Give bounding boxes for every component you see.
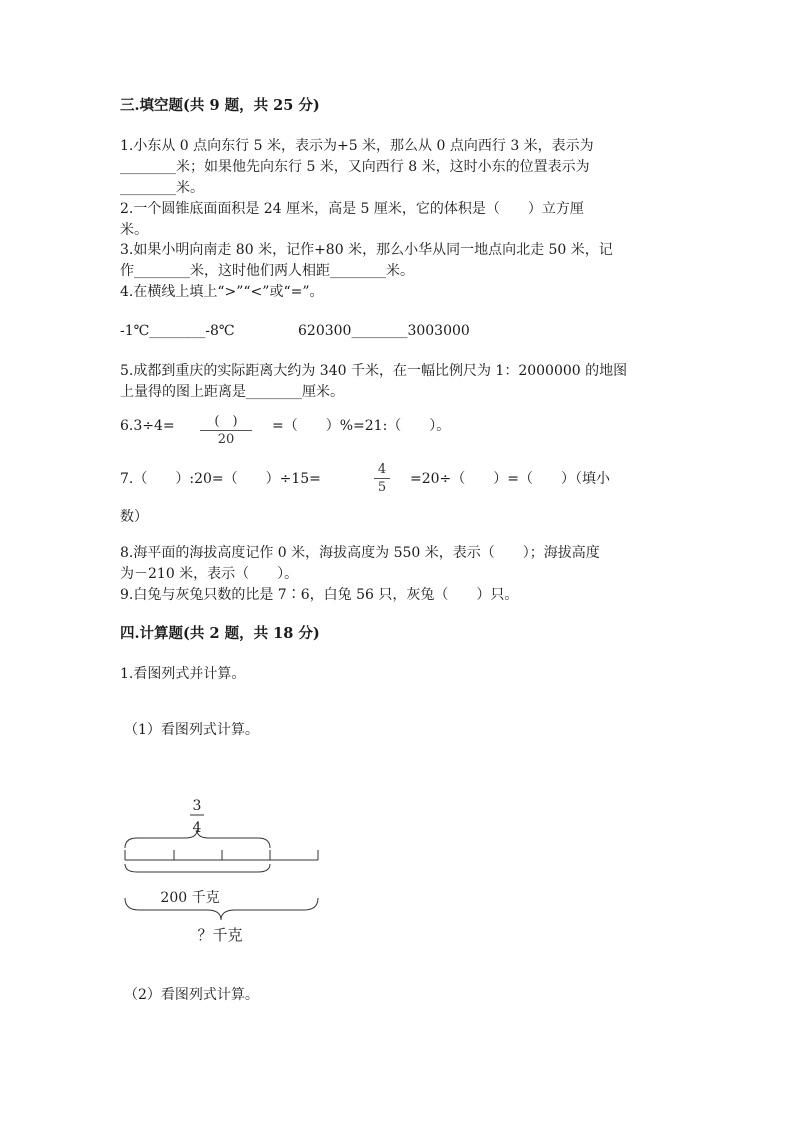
q6-fraction-denominator: 20 (217, 432, 235, 447)
q2-line2: 米。 (120, 222, 148, 238)
q7-prefix: 7.（ ）:20=（ ）÷15= (120, 471, 321, 487)
s4-sub2: （2）看图列式计算。 (124, 987, 259, 1003)
q4-line1: 4.在横线上填上“>”“<”或“=”。 (120, 284, 324, 300)
q4-compare-2: 620300________3003000 (298, 323, 470, 339)
q6-suffix: =（ ）%=21:（ ）。 (272, 418, 451, 434)
diagram-total-brace (125, 898, 318, 920)
q5-line2: 上量得的图上距离是________厘米。 (120, 384, 344, 400)
segment-diagram (0, 780, 794, 1040)
q1-line3: ________米。 (120, 180, 204, 196)
q9-line1: 9.白兔与灰兔只数的比是 7∶6，白兔 56 只，灰兔（ ）只。 (120, 587, 519, 603)
diagram-known-label: 200 千克 (160, 890, 220, 906)
q2-line1: 2.一个圆锥底面面积是 24 厘米，高是 5 厘米，它的体积是（ ）立方厘 (120, 201, 584, 217)
section4-heading: 四.计算题(共 2 题，共 18 分) (120, 625, 320, 642)
section3-heading: 三.填空题(共 9 题，共 25 分) (120, 97, 320, 114)
q8-line2: 为－210 米，表示（ ）。 (120, 566, 299, 582)
q7-fraction-denominator: 5 (377, 480, 387, 495)
q8-line1: 8.海平面的海拔高度记作 0 米，海拔高度为 550 米，表示（ ）；海拔高度 (120, 545, 600, 561)
q3-line2: 作________米，这时他们两人相距________米。 (120, 263, 414, 279)
s4-sub1: （1）看图列式计算。 (124, 722, 259, 738)
q1-line1: 1.小东从 0 点向东行 5 米，表示为+5 米，那么从 0 点向西行 3 米，表示为 (120, 138, 594, 154)
s4-q1-line1: 1.看图列式并计算。 (120, 666, 246, 682)
diagram-fraction-denominator: 4 (192, 820, 202, 836)
q4-compare-1: -1℃________-8℃ (120, 323, 235, 339)
q7-suffix: =20÷（ ）=（ ）（填小 (410, 471, 611, 487)
q3-line1: 3.如果小明向南走 80 米，记作+80 米，那么小华从同一地点向北走 50 米，记 (120, 242, 613, 258)
q1-line2: ________米；如果他先向东行 5 米，又向西行 8 米，这时小东的位置表示为 (120, 159, 590, 175)
diagram-unknown-label: ？千克 (197, 926, 243, 944)
diagram-known-brace (125, 864, 270, 872)
q6-fraction (200, 410, 252, 447)
diagram-top-brace (125, 830, 270, 848)
q6-prefix: 6.3÷4= (120, 418, 175, 434)
q6-fraction-numerator: ( ) (214, 414, 238, 429)
q7-fraction-bar (374, 478, 390, 479)
q5-line1: 5.成都到重庆的实际距离大约为 340 千米，在一幅比例尺为 1：2000000 的地图 (120, 363, 628, 379)
q7-line2: 数） (120, 509, 148, 525)
q6-fraction-bar (200, 430, 252, 431)
q7-fraction-numerator: 4 (377, 462, 387, 477)
diagram-fraction-numerator: 3 (192, 798, 202, 814)
q7-fraction (374, 462, 390, 495)
